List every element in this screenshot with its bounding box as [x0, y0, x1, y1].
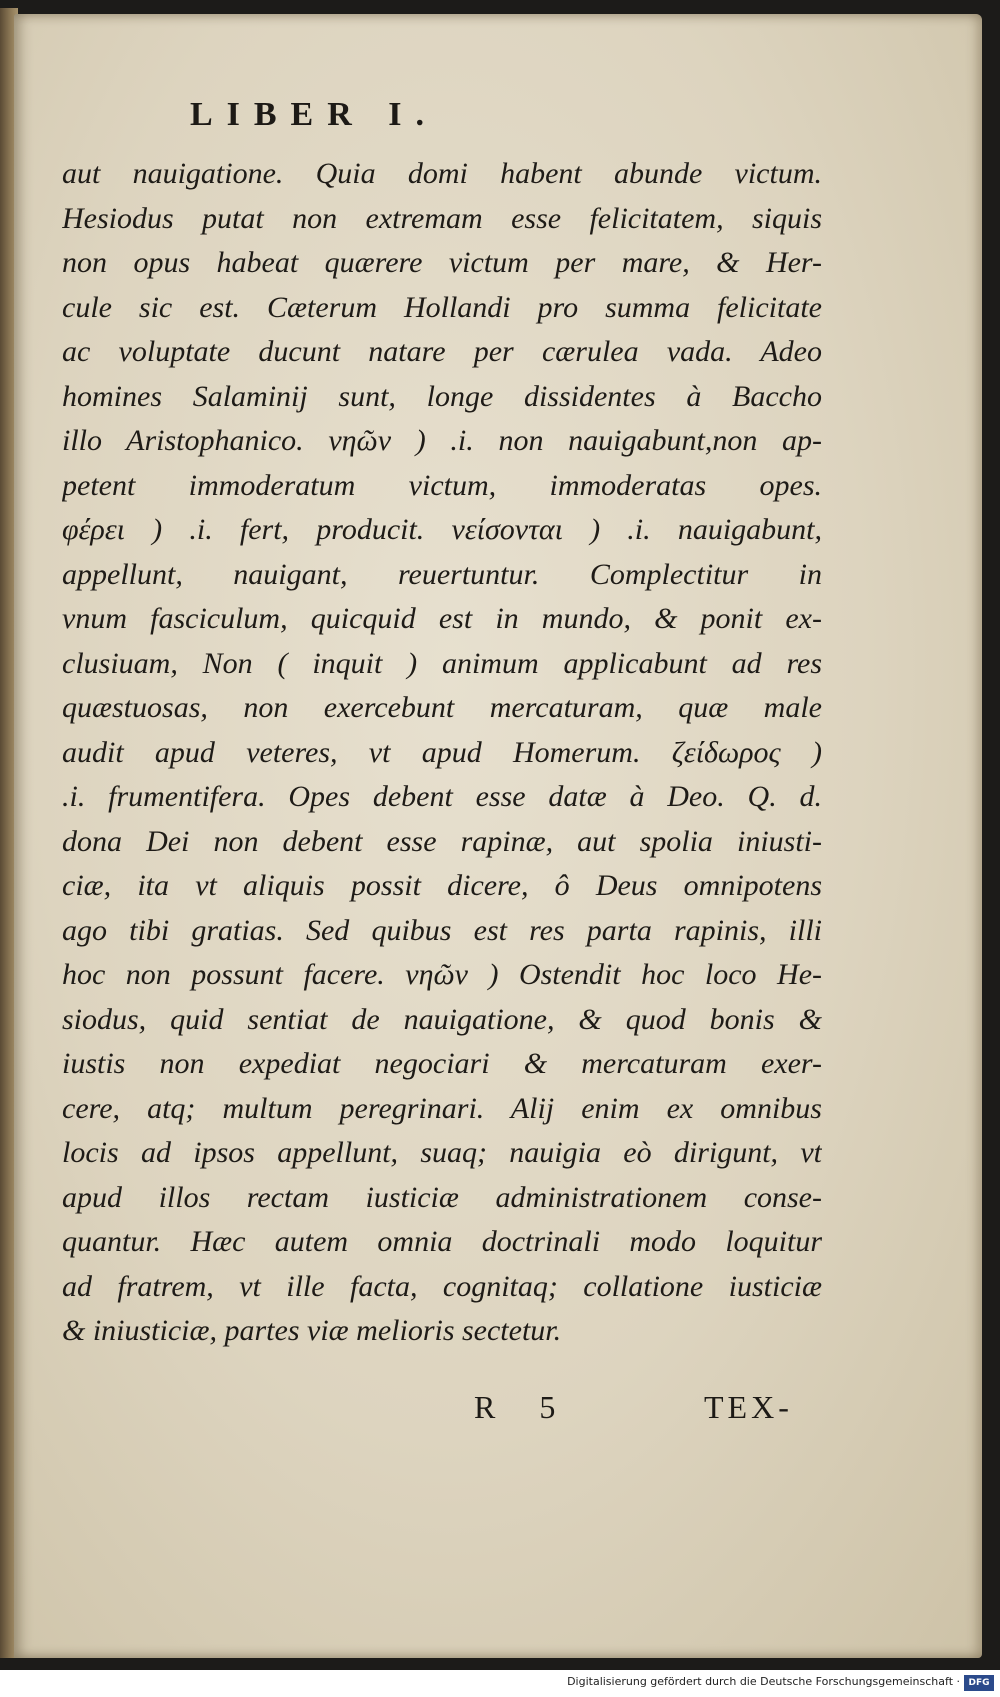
text-line: quantur. Hæc autem omnia doctrinali modo loquitur — [62, 1225, 822, 1258]
text-line: illo Aristophanico. νηῶν ) .i. non nauigabunt,non ap- — [62, 424, 822, 457]
text-line: locis ad ipsos appellunt, suaq; nauigia eò dirigunt, vt — [62, 1136, 822, 1169]
text-line: .i. frumentifera. Opes debent esse datæ à Deo. Q. d. — [62, 780, 822, 813]
credit-text: Digitalisierung gefördert durch die Deutsche Forschungsgemeinschaft · — [567, 1675, 960, 1688]
text-line: homines Salaminij sunt, longe dissidentes à Baccho — [62, 379, 822, 413]
credit-bar — [0, 1670, 1000, 1697]
book-page — [14, 14, 982, 1658]
text-line: ad fratrem, vt ille facta, cognitaq; collatione iusticiæ — [62, 1269, 822, 1303]
text-line: ago tibi gratias. Sed quibus est res parta rapinis, illi — [62, 913, 822, 947]
text-line: & iniusticiæ, partes viæ melioris sectetur. — [62, 1314, 562, 1347]
text-line: ac voluptate ducunt natare per cærulea vada. Adeo — [62, 335, 822, 368]
running-head: LIBER I. — [189, 96, 439, 133]
dfg-logo-icon: DFG — [964, 1675, 994, 1691]
text-line: dona Dei non debent esse rapinæ, aut spolia iniusti- — [62, 824, 822, 858]
text-line: clusiuam, Non ( inquit ) animum applicabunt ad res — [62, 646, 822, 680]
text-line: quæstuosas, non exercebunt mercaturam, quæ male — [62, 691, 822, 724]
text-line: non opus habeat quærere victum per mare, & Her- — [62, 246, 822, 279]
text-line: siodus, quid sentiat de nauigatione, & quod bonis & — [62, 1002, 822, 1036]
text-line: petent immoderatum victum, immoderatas opes. — [62, 468, 822, 502]
text-line: appellunt, nauigant, reuertuntur. Complectitur in — [62, 557, 822, 591]
body-text — [62, 152, 822, 1354]
text-line: hoc non possunt facere. νηῶν ) Ostendit hoc loco He- — [62, 958, 822, 991]
text-line: audit apud veteres, vt apud Homerum. ζείδωρος ) — [62, 735, 822, 769]
text-line: iustis non expediat negociari & mercaturam exer- — [62, 1047, 822, 1080]
text-line: aut nauigatione. Quia domi habent abunde victum. — [62, 157, 822, 190]
text-line: apud illos rectam iusticiæ administrationem conse- — [62, 1180, 822, 1214]
catchword: TEX- — [704, 1389, 793, 1425]
text-line: vnum fasciculum, quicquid est in mundo, & ponit ex- — [62, 602, 822, 635]
signature-mark: R 5 — [474, 1389, 574, 1425]
text-line: cere, atq; multum peregrinari. Alij enim ex omnibus — [62, 1091, 822, 1125]
text-line: cule sic est. Cæterum Hollandi pro summa felicitate — [62, 290, 822, 324]
text-line: ciæ, ita vt aliquis possit dicere, ô Deus omnipotens — [62, 869, 822, 902]
text-line: φέρει ) .i. fert, producit. νείσονται ) .i. nauigabunt, — [62, 513, 822, 546]
text-line: Hesiodus putat non extremam esse felicitatem, siquis — [62, 201, 822, 235]
